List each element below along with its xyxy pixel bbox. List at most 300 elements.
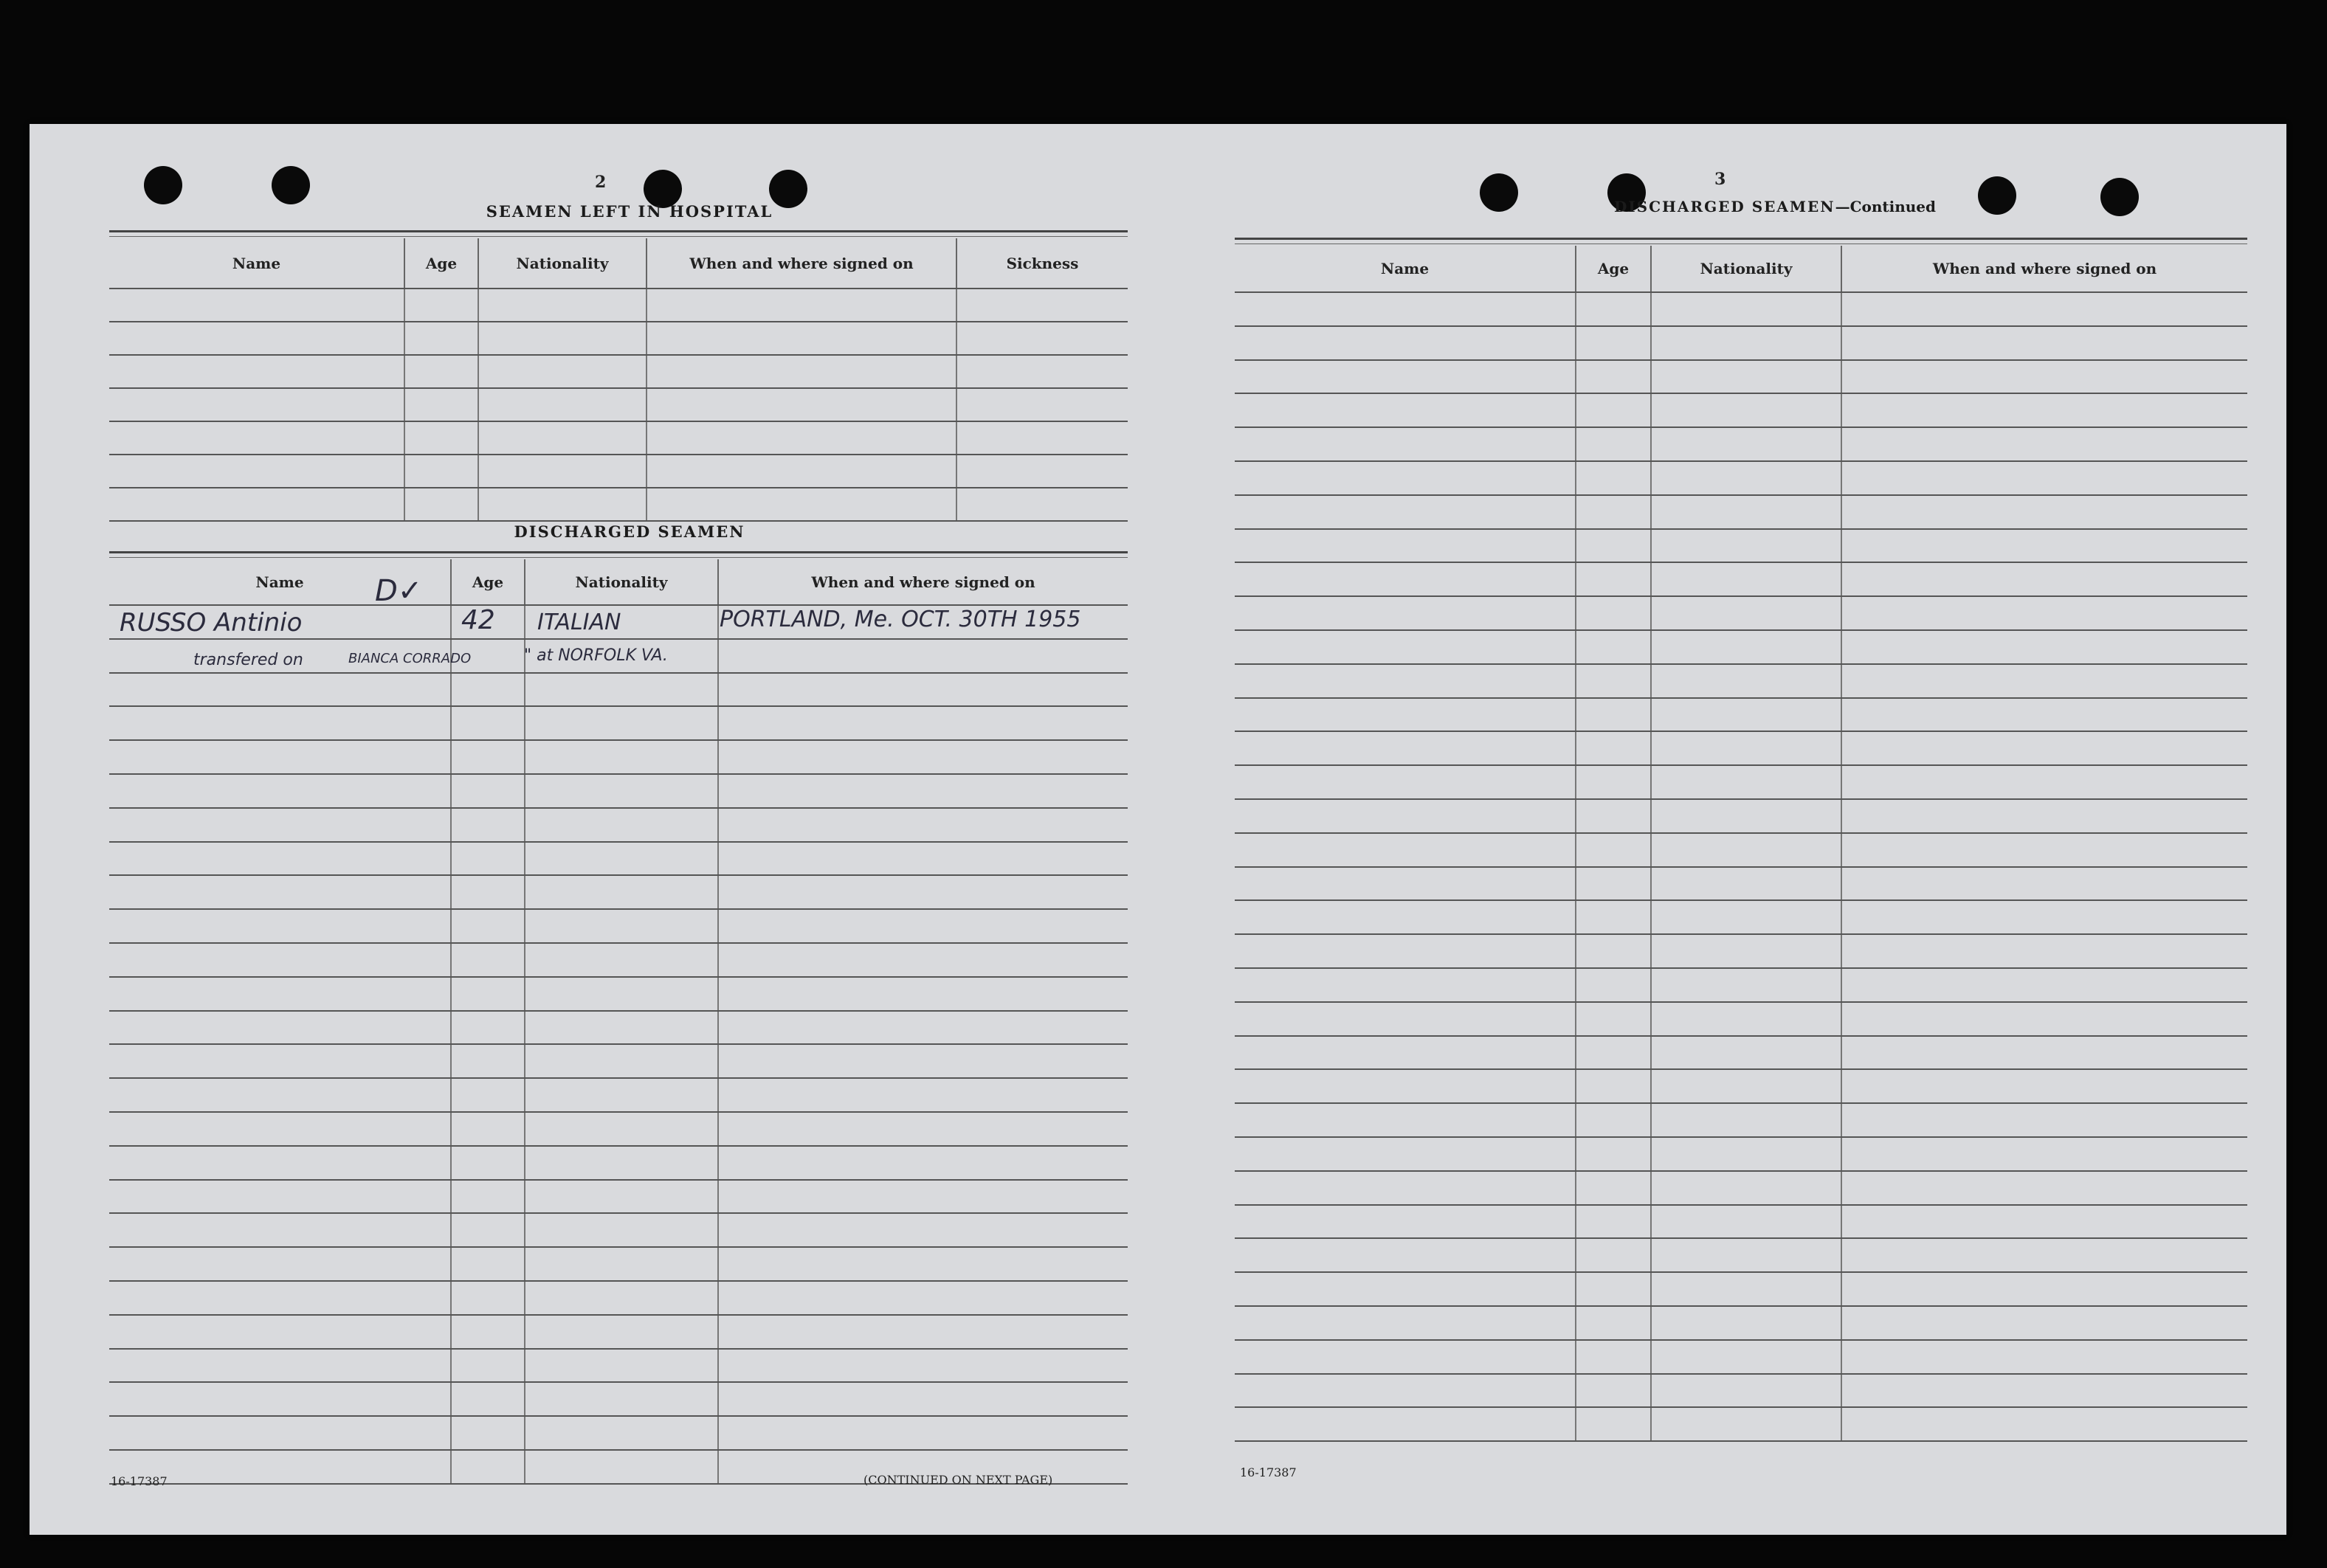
table-cell[interactable] [109,774,451,808]
table-cell[interactable] [1235,1002,1576,1036]
table-cell[interactable] [451,1281,525,1315]
table-row [1235,1002,2247,1036]
table-cell[interactable] [718,639,1128,673]
table-cell[interactable] [1235,326,1576,360]
table-cell[interactable] [1235,1272,1576,1306]
table-cell[interactable] [1841,1036,2247,1070]
table-cell[interactable] [1235,1103,1576,1137]
table-cell[interactable] [718,1213,1128,1247]
table-row [1235,1137,2247,1171]
table-row [1235,900,2247,934]
table-cell[interactable] [1651,698,1841,732]
table-cell[interactable] [525,1450,718,1484]
table-cell[interactable] [478,289,647,322]
table-cell[interactable] [451,1349,525,1383]
table-cell[interactable] [451,943,525,977]
table-row [1235,1238,2247,1272]
table-cell[interactable] [451,1382,525,1416]
table-cell[interactable] [1651,1103,1841,1137]
table-cell[interactable] [109,943,451,977]
table-cell[interactable] [1841,1069,2247,1103]
table-cell[interactable] [1576,1171,1651,1205]
table-cell[interactable] [1841,1137,2247,1171]
table-cell[interactable] [1576,596,1651,630]
table-cell[interactable] [109,808,451,842]
table-cell[interactable] [718,842,1128,876]
table-cell[interactable] [1576,393,1651,427]
table-cell[interactable] [647,388,956,421]
table-cell[interactable] [1651,427,1841,461]
entry-nationality: ITALIAN [537,609,621,635]
table-cell[interactable] [1235,900,1576,934]
table-cell[interactable] [1651,292,1841,326]
table-cell[interactable] [109,1180,451,1214]
table-cell[interactable] [1576,1002,1651,1036]
table-cell[interactable] [451,1416,525,1450]
table-cell[interactable] [1576,529,1651,563]
table-cell[interactable] [109,488,404,521]
table-cell[interactable] [1576,765,1651,799]
rule [1235,238,2247,240]
table-cell[interactable] [451,1315,525,1349]
table-cell[interactable] [109,1112,451,1146]
table-row [109,909,1128,943]
table-cell[interactable] [109,875,451,909]
table-cell[interactable] [404,289,478,322]
table-cell[interactable] [1576,833,1651,867]
table-cell[interactable] [525,943,718,977]
table-cell[interactable] [1576,427,1651,461]
table-cell[interactable] [956,421,1128,455]
table-cell[interactable] [478,421,647,455]
table-cell[interactable] [525,1281,718,1315]
table-cell[interactable] [1235,664,1576,698]
table-cell[interactable] [525,1349,718,1383]
entry-age: 42 [461,605,495,635]
table-cell[interactable] [525,1078,718,1112]
table-cell[interactable] [1651,1340,1841,1374]
table-cell[interactable] [1651,664,1841,698]
table-cell[interactable] [1841,596,2247,630]
table-cell[interactable] [1576,968,1651,1002]
table-cell[interactable] [1651,630,1841,664]
table-cell[interactable] [109,355,404,388]
table-cell[interactable] [718,1382,1128,1416]
table-cell[interactable] [718,875,1128,909]
table-cell[interactable] [525,673,718,707]
table-cell[interactable] [1235,1340,1576,1374]
table-cell[interactable] [647,488,956,521]
table-cell[interactable] [1651,867,1841,901]
table-row [1235,799,2247,833]
table-cell[interactable] [718,1315,1128,1349]
table-cell[interactable] [109,455,404,488]
table-cell[interactable] [1235,1407,1576,1441]
table-row [109,977,1128,1011]
table-cell[interactable] [1576,461,1651,495]
table-cell[interactable] [718,1078,1128,1112]
table-cell[interactable] [956,289,1128,322]
table-cell[interactable] [1576,1103,1651,1137]
table-cell[interactable] [1841,1171,2247,1205]
table-cell[interactable] [1235,495,1576,529]
right-form-number: 16-17387 [1240,1465,1297,1479]
table-cell[interactable] [1651,562,1841,596]
table-cell[interactable] [1576,1238,1651,1272]
table-cell[interactable] [647,421,956,455]
table-cell[interactable] [404,488,478,521]
table-cell[interactable] [718,706,1128,740]
table-cell[interactable] [109,1146,451,1180]
table-cell[interactable] [404,388,478,421]
table-cell[interactable] [109,388,404,421]
header-age: Age [404,238,478,289]
table-cell[interactable] [109,1078,451,1112]
table-cell[interactable] [718,673,1128,707]
table-cell[interactable] [1651,900,1841,934]
table-cell[interactable] [451,673,525,707]
table-cell[interactable] [647,322,956,355]
table-cell[interactable] [1841,968,2247,1002]
table-cell[interactable] [525,1112,718,1146]
table-cell[interactable] [1841,427,2247,461]
table-row [1235,461,2247,495]
table-cell[interactable] [718,774,1128,808]
table-cell[interactable] [1841,1407,2247,1441]
table-cell[interactable] [1235,1171,1576,1205]
table-cell[interactable] [1576,698,1651,732]
table-cell[interactable] [956,455,1128,488]
table-cell[interactable] [109,909,451,943]
table-cell[interactable] [1576,664,1651,698]
table-cell[interactable] [451,1078,525,1112]
table-cell[interactable] [1235,867,1576,901]
table-cell[interactable] [718,1146,1128,1180]
table-cell[interactable] [525,842,718,876]
table-cell[interactable] [1235,427,1576,461]
table-cell[interactable] [647,289,956,322]
table-cell[interactable] [525,740,718,774]
table-cell[interactable] [1651,968,1841,1002]
table-cell[interactable] [1235,292,1576,326]
table-cell[interactable] [451,808,525,842]
table-cell[interactable] [718,1416,1128,1450]
table-cell[interactable] [109,706,451,740]
table-cell[interactable] [1576,900,1651,934]
table-cell[interactable] [1235,360,1576,394]
table-cell[interactable] [109,1315,451,1349]
table-row [109,1247,1128,1281]
table-cell[interactable] [1841,326,2247,360]
table-cell[interactable] [1235,393,1576,427]
table-cell[interactable] [1651,1205,1841,1239]
table-cell[interactable] [956,388,1128,421]
table-cell[interactable] [1651,1171,1841,1205]
table-cell[interactable] [1576,934,1651,968]
table-cell[interactable] [1651,326,1841,360]
table-cell[interactable] [451,1450,525,1484]
header-nationality: Nationality [478,238,647,289]
header-name: Name [109,559,451,605]
table-cell[interactable] [718,1112,1128,1146]
table-cell[interactable] [1235,1306,1576,1340]
table-cell[interactable] [1651,461,1841,495]
table-cell[interactable] [109,1382,451,1416]
table-cell[interactable] [525,1180,718,1214]
table-cell[interactable] [109,1247,451,1281]
table-cell[interactable] [1841,934,2247,968]
table-cell[interactable] [451,1011,525,1045]
table-row [1235,1306,2247,1340]
discharged-table [109,559,1128,1485]
table-cell[interactable] [1235,529,1576,563]
table-cell[interactable] [1235,731,1576,765]
table-cell[interactable] [404,322,478,355]
table-cell[interactable] [451,1146,525,1180]
table-row [109,1315,1128,1349]
table-cell[interactable] [478,488,647,521]
table-cell[interactable] [1576,495,1651,529]
table-cell[interactable] [404,455,478,488]
table-cell[interactable] [1651,1374,1841,1408]
table-cell[interactable] [525,774,718,808]
table-cell[interactable] [1651,393,1841,427]
table-cell[interactable] [1841,731,2247,765]
table-row [109,1382,1128,1416]
table-cell[interactable] [718,1044,1128,1078]
table-cell[interactable] [956,488,1128,521]
table-cell[interactable] [1841,495,2247,529]
table-cell[interactable] [1841,393,2247,427]
table-cell[interactable] [1651,529,1841,563]
table-cell[interactable] [1651,1137,1841,1171]
table-cell[interactable] [1576,1205,1651,1239]
table-cell[interactable] [525,1315,718,1349]
table-cell[interactable] [478,322,647,355]
table-cell[interactable] [109,289,404,322]
table-row [1235,833,2247,867]
table-cell[interactable] [1576,360,1651,394]
table-cell[interactable] [718,740,1128,774]
table-cell[interactable] [1576,1340,1651,1374]
table-cell[interactable] [1651,1306,1841,1340]
table-row [1235,968,2247,1002]
table-cell[interactable] [718,1349,1128,1383]
table-cell[interactable] [1841,1002,2247,1036]
table-cell[interactable] [1651,1069,1841,1103]
table-cell[interactable] [1651,799,1841,833]
table-cell[interactable] [718,1180,1128,1214]
table-cell[interactable] [525,706,718,740]
table-cell[interactable] [478,455,647,488]
table-cell[interactable] [525,977,718,1011]
entry-note-transfer: transfered on [193,651,303,669]
table-cell[interactable] [109,1416,451,1450]
table-cell[interactable] [109,1011,451,1045]
table-cell[interactable] [1841,562,2247,596]
table-cell[interactable] [1841,799,2247,833]
table-cell[interactable] [1235,934,1576,968]
table-cell[interactable] [1576,1036,1651,1070]
table-cell[interactable] [1235,698,1576,732]
table-cell[interactable] [647,355,956,388]
table-cell[interactable] [109,322,404,355]
table-cell[interactable] [451,774,525,808]
table-cell[interactable] [956,322,1128,355]
table-cell[interactable] [109,1044,451,1078]
table-cell[interactable] [1841,867,2247,901]
table-cell[interactable] [1651,495,1841,529]
table-cell[interactable] [956,355,1128,388]
table-cell[interactable] [718,808,1128,842]
table-cell[interactable] [1651,1002,1841,1036]
table-row [109,421,1128,455]
table-cell[interactable] [1651,1407,1841,1441]
table-row [109,1112,1128,1146]
table-row [109,842,1128,876]
table-cell[interactable] [1576,1407,1651,1441]
table-cell[interactable] [525,1044,718,1078]
table-cell[interactable] [404,355,478,388]
right-title-main: DISCHARGED SEAMEN [1613,198,1835,215]
table-cell[interactable] [478,355,647,388]
table-cell[interactable] [1651,596,1841,630]
table-cell[interactable] [451,1044,525,1078]
table-cell[interactable] [1576,1374,1651,1408]
table-cell[interactable] [1576,799,1651,833]
table-cell[interactable] [1235,1374,1576,1408]
table-cell[interactable] [451,740,525,774]
table-cell[interactable] [451,1112,525,1146]
table-cell[interactable] [1235,968,1576,1002]
table-cell[interactable] [525,1213,718,1247]
table-cell[interactable] [109,1213,451,1247]
table-cell[interactable] [718,977,1128,1011]
table-cell[interactable] [1576,630,1651,664]
table-cell[interactable] [109,740,451,774]
entry-name: RUSSO Antinio [120,608,303,638]
table-cell[interactable] [451,1247,525,1281]
table-cell[interactable] [1841,529,2247,563]
table-cell[interactable] [525,1146,718,1180]
table-cell[interactable] [451,875,525,909]
table-cell[interactable] [1841,292,2247,326]
table-cell[interactable] [109,977,451,1011]
rule [109,236,1128,237]
table-cell[interactable] [1235,1205,1576,1239]
table-cell[interactable] [451,977,525,1011]
table-cell[interactable] [1576,867,1651,901]
entry-signed-on: PORTLAND, Me. OCT. 30TH 1955 [720,607,1081,632]
table-cell[interactable] [109,1281,451,1315]
table-cell[interactable] [1235,1036,1576,1070]
table-cell[interactable] [1576,731,1651,765]
table-cell[interactable] [1841,1306,2247,1340]
table-cell[interactable] [451,909,525,943]
table-cell[interactable] [1651,360,1841,394]
table-cell[interactable] [1235,1069,1576,1103]
table-cell[interactable] [1841,461,2247,495]
table-row [1235,731,2247,765]
table-row [1235,1069,2247,1103]
table-cell[interactable] [1235,1137,1576,1171]
table-cell[interactable] [647,455,956,488]
table-cell[interactable] [718,1281,1128,1315]
table-cell[interactable] [1235,765,1576,799]
table-cell[interactable] [525,909,718,943]
table-cell[interactable] [404,421,478,455]
header-signed-on: When and where signed on [1841,246,2247,292]
table-cell[interactable] [478,388,647,421]
table-cell[interactable] [1841,765,2247,799]
table-cell[interactable] [1651,731,1841,765]
table-cell[interactable] [1235,461,1576,495]
table-cell[interactable] [451,1180,525,1214]
table-cell[interactable] [1651,1238,1841,1272]
table-cell[interactable] [525,1247,718,1281]
table-cell[interactable] [1841,900,2247,934]
table-cell[interactable] [1841,1340,2247,1374]
table-cell[interactable] [1841,1272,2247,1306]
table-cell[interactable] [1651,1272,1841,1306]
table-cell[interactable] [1841,1374,2247,1408]
table-cell[interactable] [451,1213,525,1247]
table-cell[interactable] [1576,1069,1651,1103]
table-cell[interactable] [451,706,525,740]
header-age: Age [451,559,525,605]
table-cell[interactable] [718,1247,1128,1281]
table-cell[interactable] [451,842,525,876]
table-cell[interactable] [718,909,1128,943]
table-cell[interactable] [1235,1238,1576,1272]
table-cell[interactable] [1841,1103,2247,1137]
table-cell[interactable] [1576,326,1651,360]
table-cell[interactable] [109,673,451,707]
table-cell[interactable] [1841,664,2247,698]
table-cell[interactable] [1651,1036,1841,1070]
table-cell[interactable] [718,1011,1128,1045]
table-cell[interactable] [109,1349,451,1383]
table-cell[interactable] [1651,765,1841,799]
table-cell[interactable] [1576,292,1651,326]
table-cell[interactable] [1576,1272,1651,1306]
table-cell[interactable] [525,1416,718,1450]
table-cell[interactable] [525,875,718,909]
table-cell[interactable] [1841,630,2247,664]
table-cell[interactable] [1651,833,1841,867]
table-cell[interactable] [525,808,718,842]
table-cell[interactable] [1576,1306,1651,1340]
table-cell[interactable] [1841,698,2247,732]
table-cell[interactable] [1651,934,1841,968]
table-cell[interactable] [525,1011,718,1045]
table-cell[interactable] [109,421,404,455]
table-cell[interactable] [1841,1238,2247,1272]
table-cell[interactable] [1576,562,1651,596]
table-cell[interactable] [1235,833,1576,867]
table-cell[interactable] [1235,630,1576,664]
table-cell[interactable] [109,842,451,876]
table-cell[interactable] [1235,799,1576,833]
table-cell[interactable] [1576,1137,1651,1171]
table-cell[interactable] [525,1382,718,1416]
table-cell[interactable] [1841,833,2247,867]
table-cell[interactable] [1841,1205,2247,1239]
table-cell[interactable] [1841,360,2247,394]
table-cell[interactable] [1235,596,1576,630]
table-cell[interactable] [718,943,1128,977]
table-cell[interactable] [1235,562,1576,596]
